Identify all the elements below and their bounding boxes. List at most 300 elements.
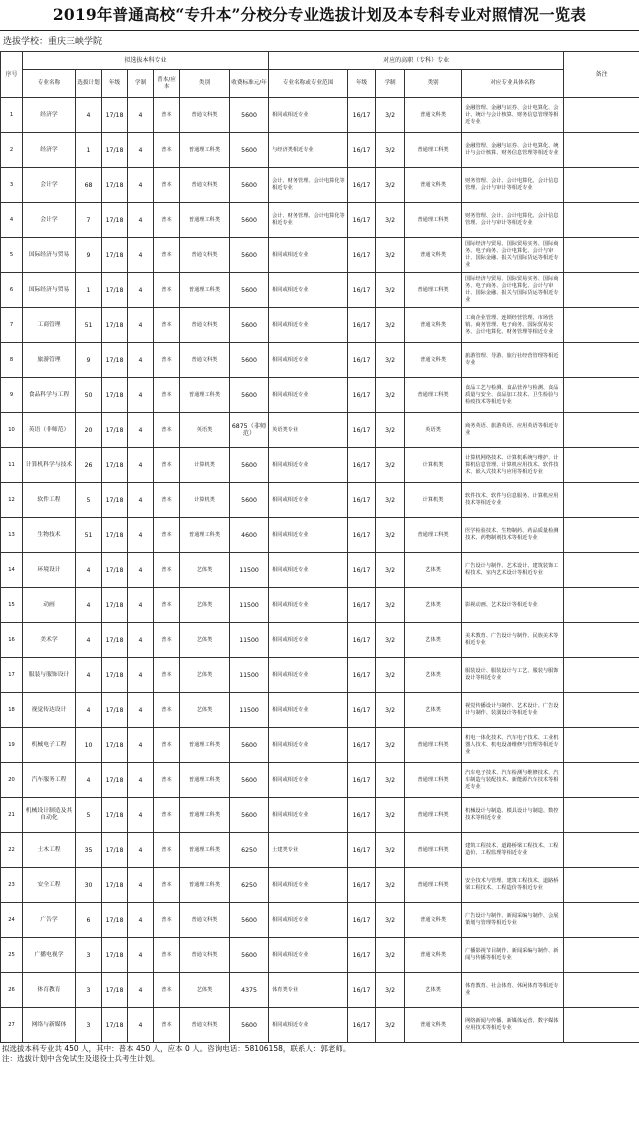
remarks-cell — [564, 378, 639, 413]
tuition-cell: 6250 — [230, 833, 269, 868]
tuition-cell: 5600 — [230, 1008, 269, 1043]
seq-cell: 23 — [1, 868, 23, 903]
col-header: 年级 — [102, 70, 128, 98]
major-name-cell: 国际经济与贸易 — [23, 238, 76, 273]
counterpart-grade-cell: 16/17 — [348, 343, 376, 378]
quota-cell: 10 — [76, 728, 102, 763]
type-cell: 普本 — [154, 728, 180, 763]
counterpart-grade-cell: 16/17 — [348, 98, 376, 133]
quota-cell: 68 — [76, 168, 102, 203]
seq-cell: 2 — [1, 133, 23, 168]
table-row — [1, 273, 639, 308]
remarks-cell — [564, 448, 639, 483]
duration-cell: 4 — [128, 203, 154, 238]
col-header: 学制 — [376, 70, 405, 98]
tuition-cell: 11500 — [230, 658, 269, 693]
counterpart-duration-cell: 3/2 — [376, 308, 405, 343]
seq-cell: 9 — [1, 378, 23, 413]
grade-cell: 17/18 — [102, 378, 128, 413]
grade-cell: 17/18 — [102, 938, 128, 973]
counterpart-grade-cell: 16/17 — [348, 273, 376, 308]
grade-cell: 17/18 — [102, 518, 128, 553]
counterpart-duration-cell: 3/2 — [376, 238, 405, 273]
seq-cell: 4 — [1, 203, 23, 238]
category-cell: 普通文科类 — [180, 98, 230, 133]
tuition-cell: 11500 — [230, 623, 269, 658]
table-row — [1, 798, 639, 833]
tuition-cell: 11500 — [230, 693, 269, 728]
type-cell: 普本 — [154, 203, 180, 238]
category-cell: 普通文科类 — [180, 903, 230, 938]
tuition-cell: 5600 — [230, 483, 269, 518]
counterpart-category-cell: 普通理工科类 — [405, 763, 462, 798]
duration-cell: 4 — [128, 588, 154, 623]
tuition-cell: 5600 — [230, 728, 269, 763]
seq-cell: 19 — [1, 728, 23, 763]
counterpart-scope-cell: 相同或相近专业 — [269, 448, 348, 483]
grade-cell: 17/18 — [102, 553, 128, 588]
counterpart-majors-cell: 安全技术与管理、建筑工程技术、道路桥梁工程技术、工程造价等相近专业 — [462, 868, 564, 903]
seq-cell: 1 — [1, 98, 23, 133]
counterpart-scope-cell: 相同或相近专业 — [269, 378, 348, 413]
table-row — [1, 938, 639, 973]
counterpart-scope-cell: 相同或相近专业 — [269, 553, 348, 588]
duration-cell: 4 — [128, 763, 154, 798]
category-cell: 普通文科类 — [180, 343, 230, 378]
type-cell: 普本 — [154, 308, 180, 343]
grade-cell: 17/18 — [102, 308, 128, 343]
major-name-cell: 美术学 — [23, 623, 76, 658]
counterpart-duration-cell: 3/2 — [376, 728, 405, 763]
counterpart-scope-cell: 与经济类相近专业 — [269, 133, 348, 168]
seq-cell: 24 — [1, 903, 23, 938]
counterpart-grade-cell: 16/17 — [348, 448, 376, 483]
counterpart-grade-cell: 16/17 — [348, 903, 376, 938]
duration-cell: 4 — [128, 868, 154, 903]
duration-cell: 4 — [128, 518, 154, 553]
grade-cell: 17/18 — [102, 728, 128, 763]
category-cell: 普通文科类 — [180, 238, 230, 273]
type-cell: 普本 — [154, 273, 180, 308]
counterpart-majors-cell: 广播影视节目制作、新闻采编与制作、新闻与传播等相近专业 — [462, 938, 564, 973]
major-name-cell: 土木工程 — [23, 833, 76, 868]
grade-cell: 17/18 — [102, 273, 128, 308]
counterpart-scope-cell: 相同或相近专业 — [269, 693, 348, 728]
duration-cell: 4 — [128, 903, 154, 938]
grade-cell: 17/18 — [102, 133, 128, 168]
major-name-cell: 生物技术 — [23, 518, 76, 553]
counterpart-duration-cell: 3/2 — [376, 168, 405, 203]
counterpart-scope-cell: 相同或相近专业 — [269, 903, 348, 938]
table-row — [1, 98, 639, 133]
quota-cell: 4 — [76, 693, 102, 728]
counterpart-grade-cell: 16/17 — [348, 308, 376, 343]
grade-cell: 17/18 — [102, 448, 128, 483]
category-cell: 艺体类 — [180, 693, 230, 728]
counterpart-grade-cell: 16/17 — [348, 378, 376, 413]
counterpart-majors-cell: 财务管理、会计、会计电算化、会计信息管理、会计与审计等相近专业 — [462, 203, 564, 238]
counterpart-scope-cell: 体育类专业 — [269, 973, 348, 1008]
counterpart-scope-cell: 相同或相近专业 — [269, 588, 348, 623]
remarks-cell — [564, 343, 639, 378]
quota-cell: 20 — [76, 413, 102, 448]
grade-cell: 17/18 — [102, 693, 128, 728]
counterpart-grade-cell: 16/17 — [348, 833, 376, 868]
counterpart-duration-cell: 3/2 — [376, 623, 405, 658]
counterpart-scope-cell: 相同或相近专业 — [269, 623, 348, 658]
type-cell: 普本 — [154, 133, 180, 168]
counterpart-category-cell: 艺体类 — [405, 588, 462, 623]
tuition-cell: 4375 — [230, 973, 269, 1008]
counterpart-scope-cell: 相同或相近专业 — [269, 518, 348, 553]
counterpart-majors-cell: 广告设计与制作、新闻采编与制作、会展策划与管理等相近专业 — [462, 903, 564, 938]
table-row — [1, 413, 639, 448]
seq-cell: 6 — [1, 273, 23, 308]
counterpart-majors-cell: 服装设计、服装设计与工艺、服装与服饰设计等相近专业 — [462, 658, 564, 693]
quota-cell: 9 — [76, 238, 102, 273]
seq-cell: 15 — [1, 588, 23, 623]
counterpart-category-cell: 普通理工科类 — [405, 203, 462, 238]
major-name-cell: 英语（非师范） — [23, 413, 76, 448]
duration-cell: 4 — [128, 378, 154, 413]
col-header: 普本/应本 — [154, 70, 180, 98]
duration-cell: 4 — [128, 413, 154, 448]
table-row — [1, 238, 639, 273]
counterpart-grade-cell: 16/17 — [348, 658, 376, 693]
tuition-cell: 5600 — [230, 763, 269, 798]
counterpart-category-cell: 普通文科类 — [405, 903, 462, 938]
remarks-cell — [564, 1008, 639, 1043]
counterpart-grade-cell: 16/17 — [348, 868, 376, 903]
type-cell: 普本 — [154, 448, 180, 483]
duration-cell: 4 — [128, 483, 154, 518]
type-cell: 普本 — [154, 973, 180, 1008]
col-header: 对应专业具体名称 — [462, 70, 564, 98]
counterpart-duration-cell: 3/2 — [376, 903, 405, 938]
counterpart-majors-cell: 美术教育、广告设计与制作、民族美术等相近专业 — [462, 623, 564, 658]
quota-cell: 5 — [76, 483, 102, 518]
table-row — [1, 693, 639, 728]
seq-cell: 12 — [1, 483, 23, 518]
grade-cell: 17/18 — [102, 1008, 128, 1043]
category-cell: 普通理工科类 — [180, 273, 230, 308]
grade-cell: 17/18 — [102, 973, 128, 1008]
table-row — [1, 378, 639, 413]
counterpart-duration-cell: 3/2 — [376, 868, 405, 903]
major-name-cell: 机械电子工程 — [23, 728, 76, 763]
tuition-cell: 11500 — [230, 553, 269, 588]
category-cell: 普通文科类 — [180, 168, 230, 203]
remarks-cell — [564, 693, 639, 728]
page-title: 2019年普通高校“专升本”分校分专业选拔计划及本专科专业对照情况一览表 — [52, 5, 587, 24]
type-cell: 普本 — [154, 623, 180, 658]
type-cell: 普本 — [154, 238, 180, 273]
duration-cell: 4 — [128, 343, 154, 378]
quota-cell: 7 — [76, 203, 102, 238]
remarks-cell — [564, 658, 639, 693]
counterpart-duration-cell: 3/2 — [376, 133, 405, 168]
tuition-cell: 5600 — [230, 378, 269, 413]
table-row — [1, 483, 639, 518]
counterpart-majors-cell: 国际经济与贸易、国际贸易实务、国际商务、电子商务、会计电算化、会计与审计、国际金融、报关与国际货运等相近专业 — [462, 238, 564, 273]
counterpart-duration-cell: 3/2 — [376, 553, 405, 588]
undergrad-group-header: 拟选拔本科专业 — [23, 52, 269, 70]
type-cell: 普本 — [154, 483, 180, 518]
tuition-cell: 5600 — [230, 98, 269, 133]
remarks-cell — [564, 973, 639, 1008]
seq-cell: 11 — [1, 448, 23, 483]
counterpart-grade-cell: 16/17 — [348, 588, 376, 623]
counterpart-category-cell: 计算机类 — [405, 448, 462, 483]
category-cell: 英语类 — [180, 413, 230, 448]
major-name-cell: 计算机科学与技术 — [23, 448, 76, 483]
counterpart-grade-cell: 16/17 — [348, 483, 376, 518]
grade-cell: 17/18 — [102, 483, 128, 518]
duration-cell: 4 — [128, 623, 154, 658]
category-cell: 普通理工科类 — [180, 798, 230, 833]
major-name-cell: 经济学 — [23, 133, 76, 168]
grade-cell: 17/18 — [102, 168, 128, 203]
quota-cell: 3 — [76, 1008, 102, 1043]
duration-cell: 4 — [128, 938, 154, 973]
counterpart-category-cell: 普通理工科类 — [405, 868, 462, 903]
grade-cell: 17/18 — [102, 588, 128, 623]
counterpart-group-header: 对应的高职（专科）专业 — [269, 52, 564, 70]
table-row — [1, 973, 639, 1008]
counterpart-scope-cell: 相同或相近专业 — [269, 938, 348, 973]
seq-cell: 8 — [1, 343, 23, 378]
type-cell: 普本 — [154, 763, 180, 798]
category-cell: 普通文科类 — [180, 1008, 230, 1043]
major-name-cell: 会计学 — [23, 203, 76, 238]
remarks-cell — [564, 833, 639, 868]
grade-cell: 17/18 — [102, 868, 128, 903]
counterpart-majors-cell: 汽车电子技术、汽车检测与维修技术、汽车制造与装配技术、新能源汽车技术等相近专业 — [462, 763, 564, 798]
table-row — [1, 168, 639, 203]
counterpart-scope-cell: 会计、财务管理、会计电算化等相近专业 — [269, 203, 348, 238]
table-row — [1, 903, 639, 938]
type-cell: 普本 — [154, 343, 180, 378]
table-row — [1, 343, 639, 378]
counterpart-category-cell: 艺体类 — [405, 693, 462, 728]
table-row — [1, 588, 639, 623]
duration-cell: 4 — [128, 448, 154, 483]
counterpart-duration-cell: 3/2 — [376, 798, 405, 833]
duration-cell: 4 — [128, 238, 154, 273]
counterpart-category-cell: 普通理工科类 — [405, 273, 462, 308]
grade-cell: 17/18 — [102, 203, 128, 238]
counterpart-scope-cell: 相同或相近专业 — [269, 1008, 348, 1043]
remarks-cell — [564, 413, 639, 448]
category-cell: 艺体类 — [180, 588, 230, 623]
quota-cell: 4 — [76, 763, 102, 798]
tuition-cell: 5600 — [230, 343, 269, 378]
duration-cell: 4 — [128, 658, 154, 693]
counterpart-grade-cell: 16/17 — [348, 763, 376, 798]
counterpart-grade-cell: 16/17 — [348, 938, 376, 973]
tuition-cell: 6875（非师范） — [230, 413, 269, 448]
counterpart-scope-cell: 会计、财务管理、会计电算化等相近专业 — [269, 168, 348, 203]
table-row — [1, 658, 639, 693]
table-row — [1, 553, 639, 588]
counterpart-category-cell: 普通理工科类 — [405, 518, 462, 553]
counterpart-majors-cell: 机械设计与制造、模具设计与制造、数控技术等相近专业 — [462, 798, 564, 833]
seq-cell: 18 — [1, 693, 23, 728]
footer-note: 注：选拔计划中含免试生及退役士兵考生计划。 — [2, 1053, 160, 1063]
type-cell: 普本 — [154, 378, 180, 413]
counterpart-majors-cell: 建筑工程技术、道路桥梁工程技术、工程造价、工程监理等相近专业 — [462, 833, 564, 868]
major-name-cell: 会计学 — [23, 168, 76, 203]
counterpart-category-cell: 普通理工科类 — [405, 833, 462, 868]
type-cell: 普本 — [154, 553, 180, 588]
seq-cell: 21 — [1, 798, 23, 833]
type-cell: 普本 — [154, 1008, 180, 1043]
counterpart-duration-cell: 3/2 — [376, 1008, 405, 1043]
major-name-cell: 旅游管理 — [23, 343, 76, 378]
counterpart-grade-cell: 16/17 — [348, 553, 376, 588]
duration-cell: 4 — [128, 308, 154, 343]
quota-cell: 51 — [76, 518, 102, 553]
seq-cell: 7 — [1, 308, 23, 343]
seq-cell: 20 — [1, 763, 23, 798]
remarks-cell — [564, 763, 639, 798]
quota-cell: 51 — [76, 308, 102, 343]
counterpart-duration-cell: 3/2 — [376, 518, 405, 553]
counterpart-category-cell: 艺体类 — [405, 973, 462, 1008]
grade-cell: 17/18 — [102, 798, 128, 833]
table-row — [1, 833, 639, 868]
seq-cell: 22 — [1, 833, 23, 868]
quota-cell: 50 — [76, 378, 102, 413]
category-cell: 普通文科类 — [180, 308, 230, 343]
major-name-cell: 环境设计 — [23, 553, 76, 588]
duration-cell: 4 — [128, 693, 154, 728]
remarks-cell — [564, 133, 639, 168]
tuition-cell: 5600 — [230, 938, 269, 973]
tuition-cell: 5600 — [230, 448, 269, 483]
counterpart-scope-cell: 相同或相近专业 — [269, 868, 348, 903]
table-row — [1, 448, 639, 483]
category-cell: 计算机类 — [180, 483, 230, 518]
quota-cell: 3 — [76, 938, 102, 973]
quota-cell: 30 — [76, 868, 102, 903]
remarks-cell — [564, 588, 639, 623]
category-cell: 普通理工科类 — [180, 728, 230, 763]
grade-cell: 17/18 — [102, 903, 128, 938]
table-row — [1, 623, 639, 658]
seq-cell: 17 — [1, 658, 23, 693]
major-name-cell: 服装与服饰设计 — [23, 658, 76, 693]
counterpart-majors-cell: 金融管理、金融与证券、会计电算化、统计与会计核算、财务信息管理等相近专业 — [462, 133, 564, 168]
remarks-cell — [564, 273, 639, 308]
remarks-cell — [564, 308, 639, 343]
remarks-cell — [564, 728, 639, 763]
seq-cell: 13 — [1, 518, 23, 553]
grade-cell: 17/18 — [102, 763, 128, 798]
counterpart-scope-cell: 相同或相近专业 — [269, 273, 348, 308]
table-row — [1, 868, 639, 903]
duration-cell: 4 — [128, 273, 154, 308]
counterpart-grade-cell: 16/17 — [348, 728, 376, 763]
remarks-cell — [564, 238, 639, 273]
major-name-cell: 国际经济与贸易 — [23, 273, 76, 308]
quota-cell: 1 — [76, 273, 102, 308]
major-name-cell: 体育教育 — [23, 973, 76, 1008]
table-body — [1, 98, 639, 1043]
counterpart-category-cell: 普通文科类 — [405, 308, 462, 343]
counterpart-grade-cell: 16/17 — [348, 133, 376, 168]
category-cell: 普通理工科类 — [180, 133, 230, 168]
major-name-cell: 广播电视学 — [23, 938, 76, 973]
category-cell: 普通理工科类 — [180, 868, 230, 903]
category-cell: 艺体类 — [180, 623, 230, 658]
major-name-cell: 工商管理 — [23, 308, 76, 343]
counterpart-grade-cell: 16/17 — [348, 973, 376, 1008]
major-name-cell: 经济学 — [23, 98, 76, 133]
selection-plan-table — [0, 51, 639, 1043]
grade-cell: 17/18 — [102, 343, 128, 378]
quota-cell: 4 — [76, 553, 102, 588]
tuition-cell: 5600 — [230, 308, 269, 343]
counterpart-duration-cell: 3/2 — [376, 448, 405, 483]
counterpart-duration-cell: 3/2 — [376, 98, 405, 133]
table-row — [1, 1008, 639, 1043]
duration-cell: 4 — [128, 973, 154, 1008]
counterpart-category-cell: 普通文科类 — [405, 1008, 462, 1043]
duration-cell: 4 — [128, 133, 154, 168]
counterpart-category-cell: 普通理工科类 — [405, 133, 462, 168]
category-cell: 普通文科类 — [180, 938, 230, 973]
remarks-cell — [564, 903, 639, 938]
duration-cell: 4 — [128, 833, 154, 868]
seq-cell: 26 — [1, 973, 23, 1008]
quota-cell: 26 — [76, 448, 102, 483]
grade-cell: 17/18 — [102, 623, 128, 658]
remarks-header: 备注 — [564, 52, 639, 98]
counterpart-majors-cell: 视觉传播设计与制作、艺术设计、广告设计与制作、装潢设计等相近专业 — [462, 693, 564, 728]
duration-cell: 4 — [128, 1008, 154, 1043]
counterpart-category-cell: 普通理工科类 — [405, 378, 462, 413]
quota-cell: 6 — [76, 903, 102, 938]
counterpart-majors-cell: 商务英语、旅游英语、应用英语等相近专业 — [462, 413, 564, 448]
counterpart-scope-cell: 土建类专业 — [269, 833, 348, 868]
category-cell: 艺体类 — [180, 973, 230, 1008]
type-cell: 普本 — [154, 693, 180, 728]
quota-cell: 4 — [76, 658, 102, 693]
counterpart-category-cell: 艺体类 — [405, 658, 462, 693]
counterpart-majors-cell: 网络新闻与传播、新媒体运营、数字媒体应用技术等相近专业 — [462, 1008, 564, 1043]
type-cell: 普本 — [154, 798, 180, 833]
remarks-cell — [564, 938, 639, 973]
counterpart-majors-cell: 广告设计与制作、艺术设计、建筑装饰工程技术、室内艺术设计等相近专业 — [462, 553, 564, 588]
tuition-cell: 5600 — [230, 168, 269, 203]
remarks-cell — [564, 798, 639, 833]
counterpart-duration-cell: 3/2 — [376, 378, 405, 413]
major-name-cell: 网络与新媒体 — [23, 1008, 76, 1043]
major-name-cell: 机械设计制造及其自动化 — [23, 798, 76, 833]
counterpart-majors-cell: 体育教育、社会体育、休闲体育等相近专业 — [462, 973, 564, 1008]
category-cell: 普通理工科类 — [180, 833, 230, 868]
grade-cell: 17/18 — [102, 98, 128, 133]
table-row — [1, 728, 639, 763]
category-cell: 普通理工科类 — [180, 518, 230, 553]
tuition-cell: 5600 — [230, 903, 269, 938]
counterpart-majors-cell: 机电一体化技术、汽车电子技术、工业机器人技术、机电设备维修与管理等相近专业 — [462, 728, 564, 763]
counterpart-scope-cell: 相同或相近专业 — [269, 343, 348, 378]
major-name-cell: 动画 — [23, 588, 76, 623]
counterpart-majors-cell: 食品工艺与检测、食品营养与检测、食品质量与安全、食品加工技术、卫生检验与检疫技术等相近专业 — [462, 378, 564, 413]
counterpart-duration-cell: 3/2 — [376, 763, 405, 798]
